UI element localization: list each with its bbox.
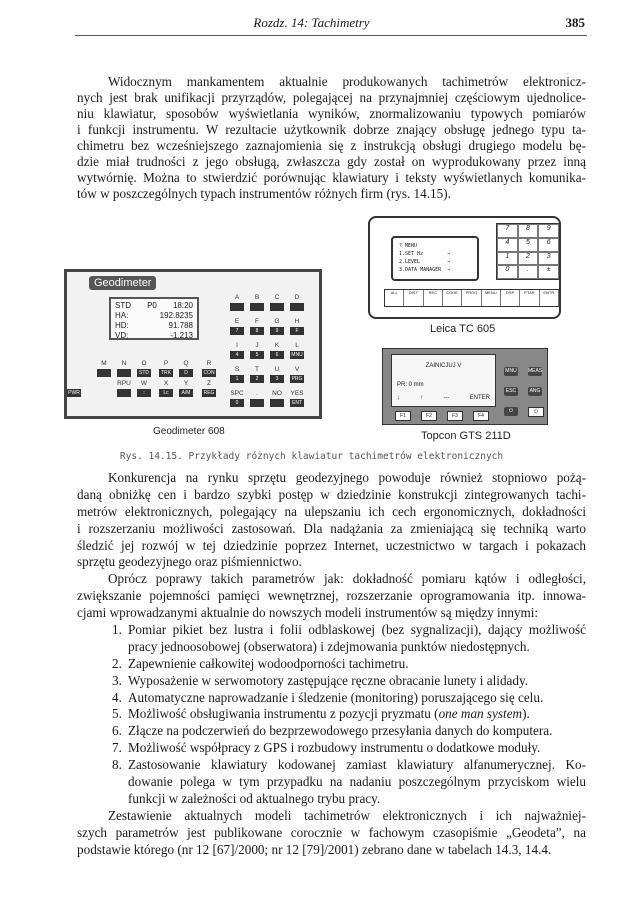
function-key: DSP [501,290,520,306]
leica-tc605-keyboard-figure [368,216,561,319]
function-key: PTAR [520,290,539,306]
list-number: 8. [112,757,122,773]
function-key: ALL [385,290,404,306]
softkey-label: ↑ [420,395,424,401]
geodimeter-display [109,297,199,340]
display-cell: 192.8235 [159,311,193,320]
text-line: podstawie którego (nr 12 [67]/2000; nr 12 [79]/2001) zebrano dane w tabelach 14.3, 14.4. [77,841,552,857]
softkey-label: --- [443,395,450,401]
keypad-key: 2 [250,375,264,383]
paragraph-1 [77,74,586,202]
side-key: ESC [505,388,517,394]
keypad-key: 9 [270,327,284,335]
geodimeter-608-keyboard-figure [64,269,322,419]
key-letter: T [255,366,259,373]
text-line: zwiększanie pojemności pamięci wewnętrznej, rozszerzanie oprogramowania itp. innowa- [77,588,586,604]
key-letter: V [294,366,300,373]
keypad-key: 5 [250,351,264,359]
list-number: 5. [112,706,122,722]
display-cell: -1.213 [170,331,193,340]
side-key: ⏻ [504,407,518,416]
keypad-key: PWR [68,390,80,396]
numpad-key: . [518,265,539,279]
keypad-key [117,369,131,377]
display-cell: P0 [147,301,157,310]
key-letter: S [234,366,240,373]
keypad-key: MNU [291,352,303,358]
display-cell: 91.788 [168,321,193,330]
display-line: 1.SET Hz → [399,251,451,257]
page-number: 385 [565,15,585,30]
keypad-key: 7 [230,327,244,335]
key-letter: RPU [117,380,131,387]
key-letter: R [206,360,212,367]
side-key: MEAS [528,368,543,374]
key-letter: K [274,342,280,349]
key-letter: YES [290,390,304,397]
display-line: 3.DATA MANAGER → [399,267,451,273]
text-line: dzie miał trudności z jego obsługą, zwłaszcza gdy został on wyprodukowany przez inną [77,154,586,169]
numpad-key: 7 [497,224,518,238]
geodimeter-logo: Geodimeter [89,276,156,290]
function-key: CODE [443,290,462,306]
key-letter: D [294,294,300,301]
key-letter: C [274,294,280,301]
list-item-text: Możliwość współpracy z GPS i rozbudowy instrumentu o dodatkowe moduły. [128,740,541,756]
keypad-key: STD [139,370,149,376]
text-line: szych parametrów jest publikowane corocznie w fachowym czasopiśmie „Geodeta”, na [77,824,586,840]
keypad-key: ↑ [137,389,151,397]
key-letter: O [141,360,147,367]
keypad-key: CON [203,370,215,376]
display-line: 2.LEVEL → [399,259,451,265]
f-key: F1 [395,411,411,421]
list-item [77,740,586,757]
text-line: i funkcji instrumentu. W rezultacie użytkownik dobrze znający obsługę jednego typu ta- [77,122,586,137]
f-key: ⏻ [528,407,544,417]
text-line: i rozszerzaniu możliwości zastosowań. Dla nadążania za zmieniającą się techniką warto [77,520,586,536]
header-rule [75,35,587,36]
display-row [115,321,193,331]
numpad-key: 8 [518,224,539,238]
list-item-text: Złącze na podczerwień do bezprzewodowego przesyłania danych do komputera. [128,723,553,739]
topcon-display [391,354,496,407]
function-key: REC [424,290,443,306]
key-letter: J [255,342,259,349]
list-item-text: Wyposażenie w serwomotory zastępujące ręczne obracanie lunety i alidady. [128,672,529,688]
list-item-text: pracy jednoosobowej (obserwatora) i zdejmowania punktów niedostępnych. [128,638,530,654]
running-header-title: Rozdz. 14: Tachimetry [253,15,370,30]
text-line: Zestawienie aktualnych modeli tachimetrów elektronicznych i ich najważniej- [108,807,586,823]
key-letter: E [234,318,240,325]
topcon-screen-line: PR: 0 mm [397,382,424,388]
text-line: cjami wprowadzanymi aktualnie do nowszych modeli instrumentów są między innymi: [77,605,539,621]
list-number: 7. [112,740,122,756]
text-line: Widocznym mankamentem aktualnie produkowanych tachimetrów elektronicz- [108,74,586,89]
key-letter: F [255,318,259,325]
side-key: MNU [505,368,517,374]
list-item [77,656,586,673]
list-item-text: Możliwość obsługiwania instrumentu z pozycji pryzmatu (one man system). [128,706,530,722]
numpad-key: 2 [518,252,539,266]
display-line: ? MENU [399,243,418,249]
key-letter: P [163,360,169,367]
key-letter: I [236,342,238,349]
text-line: daną obniżkę cen i bardzo szybki postęp w dziedzinie konstrukcji zintegrowanych tachi- [77,486,586,502]
key-letter: G [274,318,280,325]
keypad-key: F [290,327,304,335]
display-row [115,301,193,311]
display-cell: HA: [115,311,129,320]
keypad-key [270,303,284,311]
display-cell: STD [115,301,131,310]
text-line: Oprócz poprawy takich parametrów jak: dokładność pomiaru kątów i odległości, [108,571,586,587]
keypad-key: 4 [230,351,244,359]
key-letter: B [254,294,260,301]
list-item-text: Zastosowanie klawiatury kodowanej zamiast klawiatury alfanumerycznej. Ko- [128,757,586,773]
key-letter: M [101,360,107,367]
italic-term: one man system [438,706,523,722]
keypad-key [270,399,284,407]
numpad-key: 9 [538,224,559,238]
topcon-screen-title: ZAINICJUJ V [425,363,462,369]
key-letter: . [256,390,258,397]
list-item [77,673,586,690]
keypad-key [97,369,111,377]
softkey-label: ENTER [469,395,490,401]
display-cell: VD: [115,331,129,340]
topcon-gts211d-keyboard-figure [382,348,548,425]
keypad-key: 3 [270,375,284,383]
topcon-label: Topcon GTS 211D [421,430,511,442]
numpad-key: ± [538,265,559,279]
list-item [77,706,586,723]
key-letter: Z [207,380,211,387]
leica-display [391,236,479,281]
text-line: wytwórnię. Można to stwierdzić porównując klawiatury i teksty wyświetlanych komunika- [77,170,586,185]
key-letter: X [163,380,169,387]
text-line: sprzętu geodezyjnego oraz piśmiennictwo. [77,554,302,570]
display-row [115,331,193,341]
leica-label: Leica TC 605 [430,323,496,335]
numpad-key: 0 [497,265,518,279]
function-key: PROG [462,290,481,306]
softkey-label: ↓ [397,395,400,401]
list-item-text: Zapewnienie całkowitej wodoodporności tachimetru. [128,655,409,671]
function-key: ENTR [540,290,559,306]
display-cell: HD: [115,321,129,330]
key-letter: Y [183,380,189,387]
key-letter: H [294,318,300,325]
text-line: metrów elektronicznych, polegający na ulepszaniu ich cech ergonomicznych, dokładności [77,503,586,519]
keypad-key: Lc [159,389,173,397]
list-item [77,690,586,707]
list-item-text: Pomiar pikiet bez lustra i folii odblaskowej (bez sygnalizacji), dający możliwość [128,622,586,638]
keypad-key [290,303,304,311]
numpad-key: 5 [518,238,539,252]
f-key: F3 [447,411,463,421]
list-number: 1. [112,622,122,638]
keypad-key: 0 [230,399,244,407]
display-row [115,311,193,321]
list-item-text: funkcji w zależności od aktualnego trybu pracy. [128,790,381,806]
list-number: 4. [112,689,122,705]
numpad-key: 3 [538,252,559,266]
keypad-key: A/M [179,389,193,397]
key-letter: L [295,342,299,349]
keypad-key: 1 [230,375,244,383]
keypad-key [230,303,244,311]
f-key: F4 [473,411,489,421]
topcon-softkey-labels [397,395,490,401]
key-letter: W [140,380,148,387]
list-item [77,723,586,740]
keypad-key: TRK [161,370,171,376]
key-letter: U [274,366,280,373]
keypad-key: 6 [270,351,284,359]
keypad-key [117,389,131,397]
text-line: tów w poszczególnych typach instrumentów różnych firm (rys. 14.15). [77,186,451,201]
numpad-key: 1 [497,252,518,266]
keypad-key [250,399,264,407]
text-line: Konkurencja na rynku sprzętu geodezyjnego powoduje również stopniowo pożą- [108,470,586,485]
list-number: 2. [112,655,122,671]
list-number: 6. [112,723,122,739]
list-item [77,757,586,808]
function-key: MENU [482,290,501,306]
text-line: nych jest brak unifikacji przyrządów, polegającej na przynajmniej częściowym ujednolice- [77,90,586,105]
keypad-key: ENT [292,400,302,406]
figure-caption: Rys. 14.15. Przykłady różnych klawiatur tachimetrów elektronicznych [119,451,504,462]
keypad-key: PRG [291,376,303,382]
function-key: DIST [404,290,423,306]
list-item [77,622,586,656]
key-letter: NO [272,390,282,397]
text-line: niu klawiatur, sposobów wyświetlania wyników, znormalizowaniu typowych pomiarów [77,106,586,121]
key-letter: A [234,294,240,301]
leica-function-keys [384,289,560,307]
list-number: 3. [112,672,122,688]
text-line: chimetru bez wcześniejszego zaznajomienia się z instrukcją obsługi drugiego modelu bę- [77,138,586,153]
key-letter: SPC [230,390,244,397]
numpad-key: 4 [497,238,518,252]
paragraph-2 [77,470,586,858]
side-key: ANG [529,388,541,394]
key-letter: Q [183,360,189,367]
key-letter: N [121,360,127,367]
geodimeter-label: Geodimeter 608 [153,426,225,437]
keypad-key [250,303,264,311]
keypad-key: 8 [250,327,264,335]
keypad-key: D [179,369,193,377]
numpad-key: 6 [538,238,559,252]
f-key: F2 [421,411,437,421]
list-item-text: dowanie polega w tym przypadku na nadaniu poszczególnym przyciskom wielu [128,774,586,790]
text-line: śledzić jej rozwój w tej dziedzinie poprzez Internet, uczestnictwo w targach i pokazach [77,537,586,553]
leica-numpad [496,223,560,280]
list-item-text: Automatyczne naprowadzanie i śledzenie (monitoring) poruszającego się celu. [128,689,544,705]
keypad-key: REG [203,390,215,396]
display-cell: 18:20 [172,301,193,310]
